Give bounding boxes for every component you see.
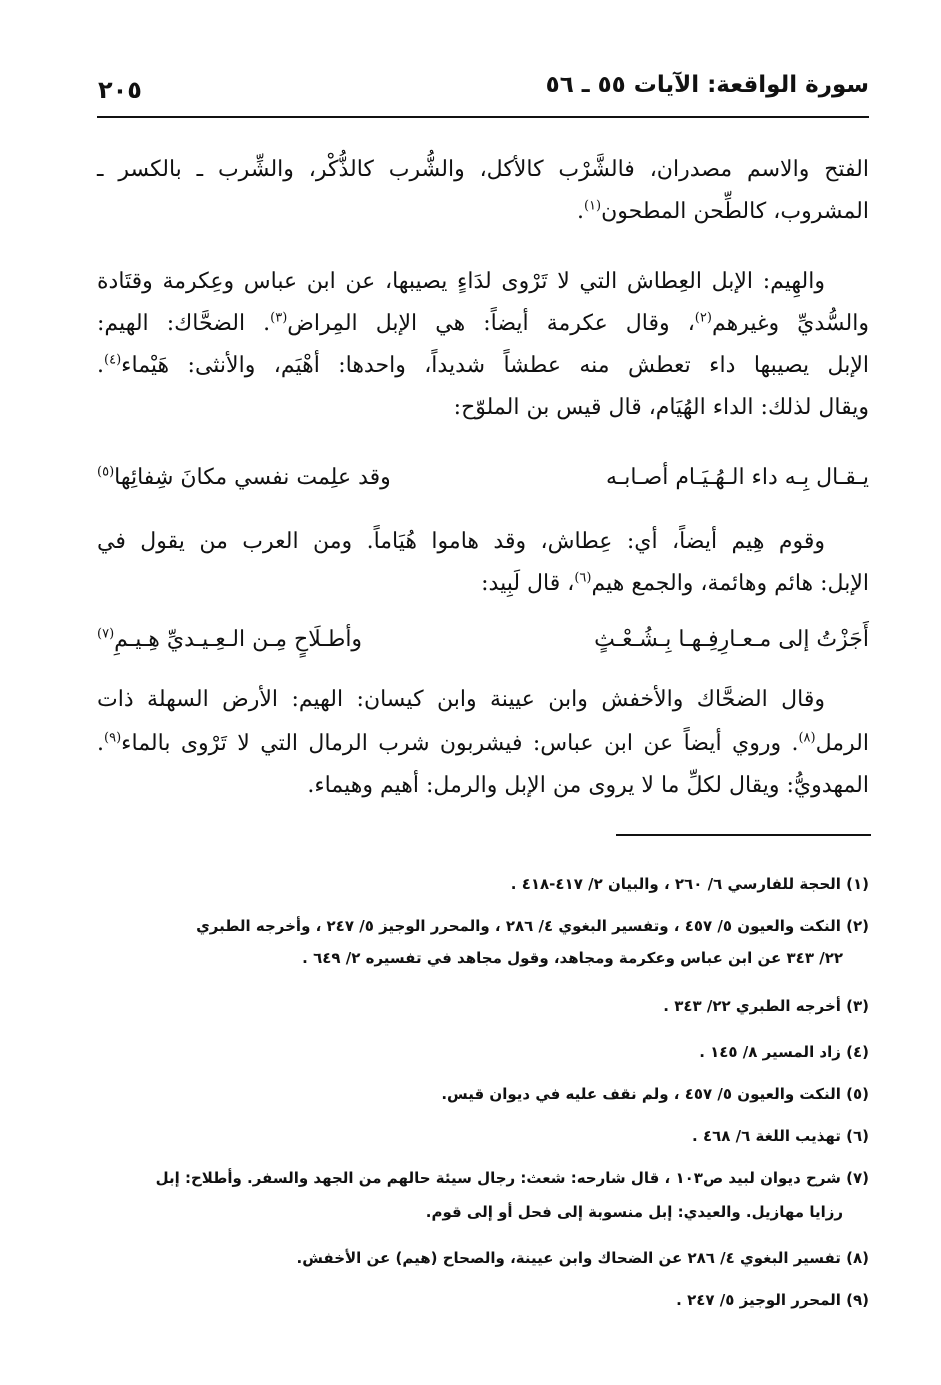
footnote-item: (٣) أخرجه الطبري ٢٢/ ٣٤٣ . bbox=[663, 997, 869, 1015]
footnote-item: (٨) تفسير البغوي ٤/ ٢٨٦ عن الضحاك وابن عيينة، والصحاح (هيم) عن الأخفش. bbox=[296, 1249, 869, 1267]
text-span: والسُّديِّ وغيرهم bbox=[711, 311, 869, 336]
footnote-item: (١) الحجة للفارسي ٦/ ٢٦٠ ، والبيان ٢/ ٤١٧-٤١٨ . bbox=[510, 875, 869, 893]
text-line bbox=[97, 388, 869, 428]
text-line bbox=[97, 262, 869, 302]
footnote-item: (٥) النكت والعيون ٥/ ٤٥٧ ، ولم نقف عليه في ديوان قيس. bbox=[441, 1085, 869, 1103]
footnote-item: (٩) المحرر الوجيز ٥/ ٢٤٧ . bbox=[676, 1291, 869, 1309]
footnote-separator bbox=[616, 834, 871, 836]
footnote-ref[interactable]: (٩) bbox=[104, 730, 122, 746]
verse-second-hemistich bbox=[97, 456, 391, 500]
text-span: المهدويُّ: ويقال لكلِّ ما لا يروى من الإبل والرمل: أهيم وهيماء. bbox=[307, 773, 869, 798]
footnote-ref[interactable]: (٨) bbox=[798, 730, 816, 746]
footnote-item: (٢) النكت والعيون ٥/ ٤٥٧ ، وتفسير البغوي ٤/ ٢٨٦ ، والمحرر الوجيز ٥/ ٢٤٧ ، وأخرجه الطبري bbox=[196, 917, 869, 935]
text-span: وأطـلَاحٍ مِـن الـعِـيـديِّ هِـيـمِ bbox=[114, 627, 363, 652]
text-span: الرمل bbox=[815, 731, 869, 756]
page-number: ٢٠٥ bbox=[98, 76, 142, 104]
text-line bbox=[97, 564, 869, 604]
text-span: وقوم هِيم أيضاً، أي: عِطاش، وقد هاموا هُيَاماً. ومن العرب من يقول في bbox=[97, 529, 825, 554]
text-span: الإبل: هائم وهائمة، والجمع هيم bbox=[591, 571, 869, 596]
text-span: الإبل يصيبها داء تعطش منه عطشاً شديداً، واحدها: أهْيَم، والأنثى: هَيْماء bbox=[121, 353, 869, 378]
footnote-item: (٤) زاد المسير ٨/ ١٤٥ . bbox=[699, 1043, 869, 1061]
verse-second-hemistich bbox=[97, 618, 362, 662]
header-divider bbox=[97, 116, 869, 118]
verse-first-hemistich: أَجَزْتُ إلى مـعـارِفِـهـا بِـشُـعْـثٍ bbox=[594, 627, 869, 652]
footnote-ref[interactable]: (٢) bbox=[694, 310, 712, 326]
text-line bbox=[97, 304, 869, 344]
text-span: ، قال لَبِيد: bbox=[481, 571, 575, 596]
footnote-item-continuation: ٢٢/ ٣٤٣ عن ابن عباس وعكرمة ومجاهد، وقول مجاهد في تفسيره ٢/ ٦٤٩ . bbox=[302, 949, 843, 967]
running-header-title: سورة الواقعة: الآيات ٥٥ ـ ٥٦ bbox=[545, 72, 869, 98]
footnote-ref[interactable]: (٣) bbox=[270, 310, 288, 326]
footnote-item: (٧) شرح ديوان لبيد ص١٠٣ ، قال شارحه: شعث: رجال سيئة حالهم من الجهد والسفر. وأطلاح: إبل bbox=[155, 1169, 869, 1187]
text-span: . bbox=[97, 353, 104, 378]
text-line bbox=[97, 522, 869, 562]
text-span: وقال الضحَّاك والأخفش وابن عيينة وابن كيسان: الهيم: الأرض السهلة ذات bbox=[97, 687, 825, 712]
text-line bbox=[97, 680, 869, 720]
text-line bbox=[97, 346, 869, 386]
text-line bbox=[97, 766, 869, 806]
text-span: المشروب، كالطِّحن المطحون bbox=[601, 199, 869, 224]
footnote-ref[interactable]: (١) bbox=[583, 198, 602, 214]
footnote-item: (٦) تهذيب اللغة ٦/ ٤٦٨ . bbox=[692, 1127, 869, 1145]
poetry-verse bbox=[97, 456, 869, 500]
text-line bbox=[97, 724, 869, 764]
text-span: ، وقال عكرمة أيضاً: هي الإبل المِراض bbox=[287, 311, 695, 336]
verse-first-hemistich: يـقـال بِـه داء الـهُـيَـام أصـابـه bbox=[606, 465, 869, 490]
footnote-ref[interactable]: (٧) bbox=[97, 626, 115, 642]
text-span: وقد علِمت نفسي مكانَ شِفائِها bbox=[114, 465, 391, 490]
footnote-ref[interactable]: (٤) bbox=[104, 352, 122, 368]
text-span: الفتح والاسم مصدران، فالشَّرْب كالأكل، والشُّرب كالذُّكْر، والشِّرب ـ بالكسر ـ bbox=[97, 157, 869, 182]
footnote-item-continuation: رزايا مهازيل. والعيدي: إبل منسوبة إلى فحل أو إلى قوم. bbox=[425, 1203, 843, 1221]
footnote-ref[interactable]: (٦) bbox=[574, 570, 592, 586]
text-line: المشروب، كالطِّحن المطحون$^{(١)}$. bbox=[576, 198, 869, 224]
text-span: . وروي أيضاً عن ابن عباس: فيشربون شرب الرمال التي لا تَرْوى بالماء bbox=[121, 731, 799, 756]
text-line bbox=[97, 150, 869, 190]
footnote-ref[interactable]: (٥) bbox=[97, 464, 115, 480]
poetry-verse bbox=[97, 618, 869, 662]
text-span: ويقال لذلك: الداء الهُيَام، قال قيس بن الملوّح: bbox=[453, 395, 869, 420]
text-span: . bbox=[97, 731, 104, 756]
text-span: والهِيم: الإبل العِطاش التي لا تَرْوى لدَاءٍ يصيبها، عن ابن عباس وعِكرمة وقتَادة bbox=[97, 269, 825, 294]
text-span: . الضحَّاك: الهيم: bbox=[97, 311, 271, 336]
